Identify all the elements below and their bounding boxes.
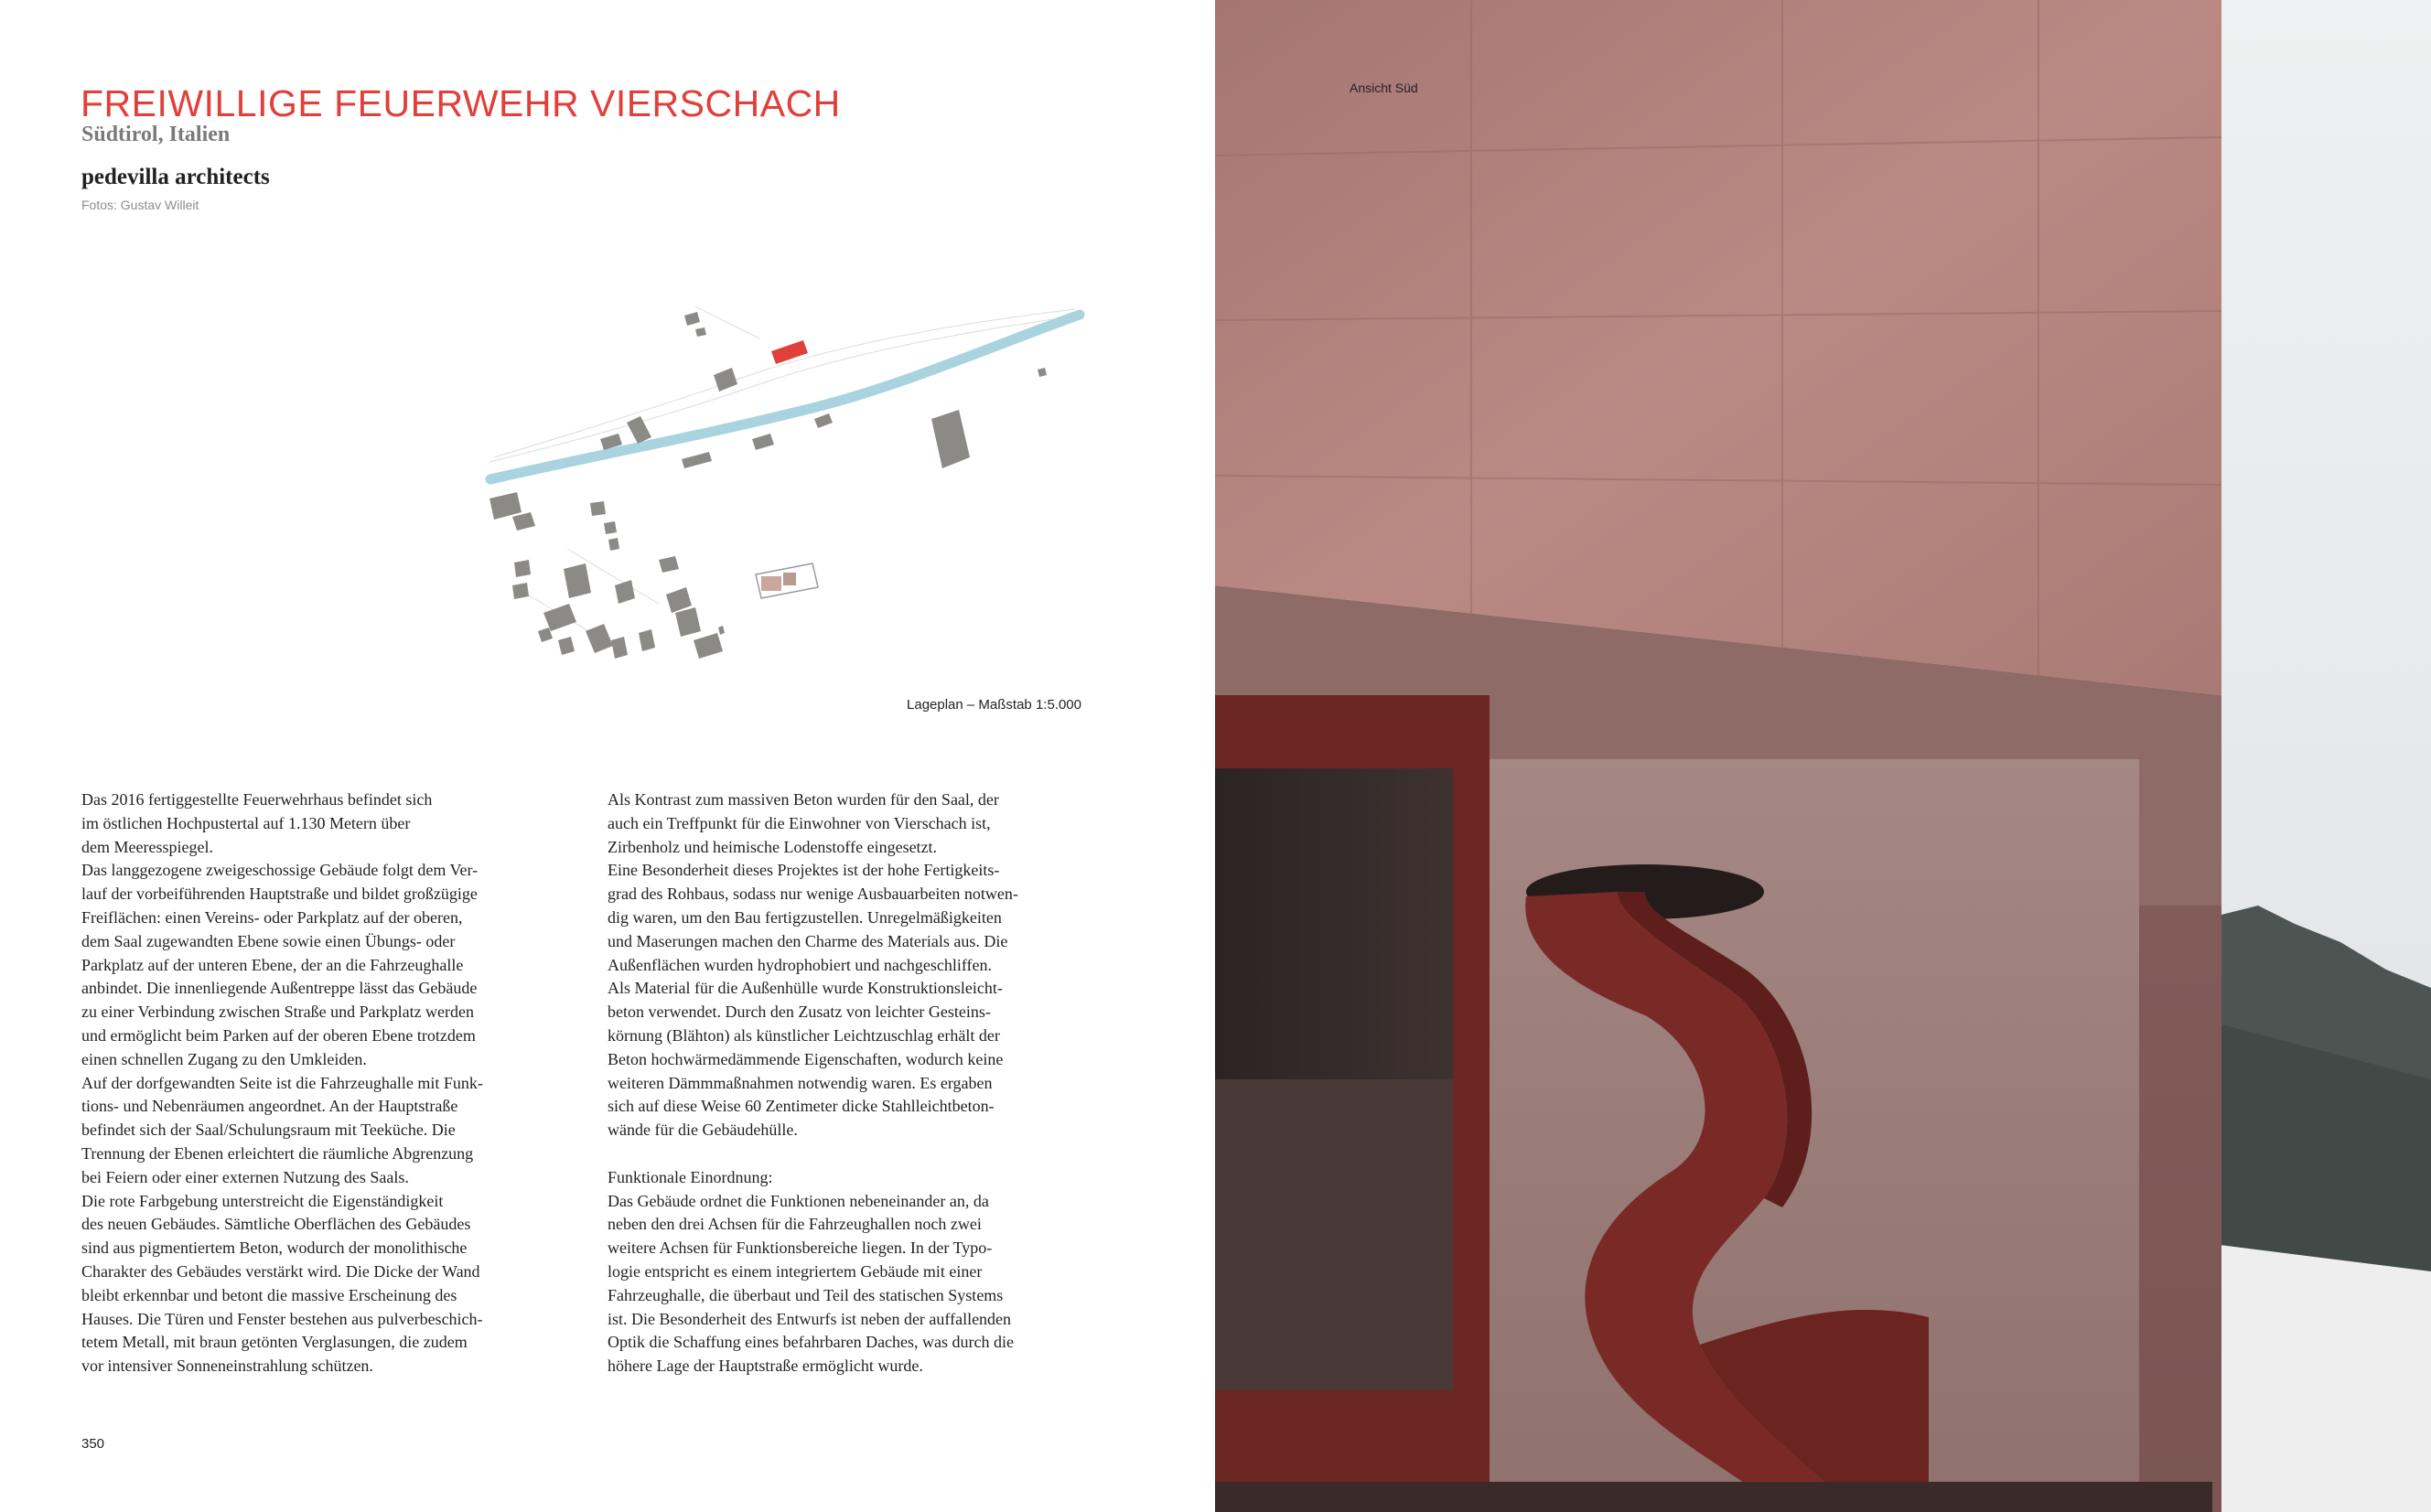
site-plan-river bbox=[490, 315, 1080, 479]
text-line: Charakter des Gebäudes verstärkt wird. Die Dicke der Wand bbox=[81, 1261, 480, 1281]
text-line: und Maserungen machen den Charme des Materials aus. Die bbox=[608, 931, 1008, 950]
text-line: zu einer Verbindung zwischen Straße und Parkplatz werden bbox=[81, 1003, 475, 1022]
text-line: einen schnellen Zugang zu den Umkleiden. bbox=[81, 1049, 367, 1068]
text-line: sind aus pigmentiertem Beton, wodurch der monolithische bbox=[81, 1239, 468, 1258]
text-line: Parkplatz auf der unteren Ebene, der an die Fahrzeughalle bbox=[81, 955, 464, 974]
left-page bbox=[0, 0, 1215, 1512]
photo-concrete-wall bbox=[1215, 0, 2221, 695]
project-location: Südtirol, Italien bbox=[81, 123, 231, 146]
text-line: weiteren Dämmmaßnahmen notwendig waren. Es ergaben bbox=[608, 1073, 993, 1092]
text-line: ist. Die Besonderheit des Entwurfs ist neben der auffallenden bbox=[608, 1309, 1012, 1328]
page-number: 350 bbox=[81, 1436, 105, 1452]
text-line: Das 2016 fertiggestellte Feuerwehrhaus befindet sich bbox=[81, 790, 433, 809]
text-line: Hauses. Die Türen und Fenster bestehen aus pulverbeschich- bbox=[81, 1309, 483, 1328]
text-line: dig waren, um den Bau fertigzustellen. Unregelmäßigkeiten bbox=[608, 907, 1002, 927]
right-page bbox=[1215, 0, 2431, 1512]
text-line: Beton hochwärmedämmende Eigenschaften, wodurch keine bbox=[608, 1049, 1004, 1068]
text-line: befindet sich der Saal/Schulungsraum mit Teeküche. Die bbox=[81, 1121, 456, 1140]
photo-snow bbox=[2212, 1244, 2431, 1512]
text-line: Als Material für die Außenhülle wurde Konstruktionsleicht- bbox=[608, 979, 1003, 998]
text-line: Die rote Farbgebung unterstreicht die Eigenständigkeit bbox=[81, 1191, 444, 1210]
text-line: Als Kontrast zum massiven Beton wurden für den Saal, der bbox=[608, 790, 999, 809]
text-line: Das langgezogene zweigeschossige Gebäude folgt dem Ver- bbox=[81, 861, 479, 880]
site-plan bbox=[485, 302, 1089, 677]
text-line: anbindet. Die innenliegende Außentreppe lässt das Gebäude bbox=[81, 979, 478, 998]
site-plan-fire-station bbox=[771, 340, 808, 364]
text-line: auch ein Treffpunkt für die Einwohner von Vierschach ist, bbox=[608, 813, 991, 832]
text-line: grad des Rohbaus, sodass nur wenige Ausbauarbeiten notwen- bbox=[608, 885, 1018, 904]
site-plan-project-outline bbox=[756, 563, 818, 598]
text-line: Trennung der Ebenen erleichtert die räumliche Abgrenzung bbox=[81, 1143, 474, 1163]
text-line: beton verwendet. Durch den Zusatz von leichter Gesteins- bbox=[608, 1003, 991, 1022]
text-line: bei Feiern oder einer externen Nutzung des Saals. bbox=[81, 1167, 409, 1186]
text-line: Funktionale Einordnung: bbox=[608, 1167, 773, 1186]
text-line: Zirbenholz und heimische Lodenstoffe eingesetzt. bbox=[608, 837, 938, 856]
building-photo bbox=[1215, 0, 2431, 1512]
text-line: bleibt erkennbar und betont die massive Erscheinung des bbox=[81, 1285, 457, 1304]
text-line: lauf der vorbeiführenden Hauptstraße und bildet großzügige bbox=[81, 885, 478, 904]
text-line: vor intensiver Sonneneinstrahlung schützen. bbox=[81, 1357, 373, 1376]
text-line: dem Meeresspiegel. bbox=[81, 837, 213, 856]
text-line: Auf der dorfgewandten Seite ist die Fahrzeughalle mit Funk- bbox=[81, 1073, 483, 1092]
text-line bbox=[608, 1142, 1092, 1166]
text-column-2 bbox=[608, 788, 1092, 1378]
project-title: FREIWILLIGE FEUERWEHR VIERSCHACH bbox=[81, 82, 841, 124]
text-line: wände für die Gebäudehülle. bbox=[608, 1121, 798, 1140]
text-line: Fahrzeughalle, die überbaut und Teil des statischen Systems bbox=[608, 1285, 1004, 1304]
text-line: neben den drei Achsen für die Fahrzeughallen noch zwei bbox=[608, 1215, 982, 1234]
architect-name: pedevilla architects bbox=[81, 165, 270, 189]
text-line: im östlichen Hochpustertal auf 1.130 Metern über bbox=[81, 813, 411, 832]
photo-caption: Ansicht Süd bbox=[1350, 80, 1418, 95]
text-line: höhere Lage der Hauptstraße ermöglicht wurde. bbox=[608, 1357, 923, 1376]
text-line: Freiflächen: einen Vereins- oder Parkplatz auf der oberen, bbox=[81, 907, 463, 927]
text-line: weitere Achsen für Funktionsbereiche liegen. In der Typo- bbox=[608, 1239, 993, 1258]
text-line: Optik die Schaffung eines befahrbaren Daches, was durch die bbox=[608, 1333, 1015, 1352]
text-column-1 bbox=[81, 788, 566, 1378]
text-line: und ermöglicht beim Parken auf der oberen Ebene trotzdem bbox=[81, 1025, 476, 1045]
text-line: Außenflächen wurden hydrophobiert und nachgeschliffen. bbox=[608, 955, 993, 974]
text-line: Das Gebäude ordnet die Funktionen nebeneinander an, da bbox=[608, 1191, 989, 1210]
text-line: körnung (Blähton) als künstlicher Leichtzuschlag erhält der bbox=[608, 1025, 1000, 1045]
text-line: tetem Metall, mit braun getönten Verglasungen, die zudem bbox=[81, 1333, 468, 1352]
text-line: tions- und Nebenräumen angeordnet. An der Hauptstraße bbox=[81, 1097, 458, 1116]
photo-window-reflection bbox=[1215, 1079, 1453, 1390]
photo-ground bbox=[1215, 1482, 2212, 1512]
text-line: dem Saal zugewandten Ebene sowie einen Übungs- oder bbox=[81, 931, 456, 950]
text-line: Eine Besonderheit dieses Projektes ist der hohe Fertigkeits- bbox=[608, 861, 1000, 880]
text-line: logie entspricht es einem integriertem Gebäude mit einer bbox=[608, 1261, 983, 1281]
text-line: sich auf diese Weise 60 Zentimeter dicke Stahlleichtbeton- bbox=[608, 1097, 995, 1116]
photo-credit: Fotos: Gustav Willeit bbox=[81, 198, 199, 212]
text-line: des neuen Gebäudes. Sämtliche Oberflächen des Gebäudes bbox=[81, 1215, 471, 1234]
site-plan-caption: Lageplan – Maßstab 1:5.000 bbox=[907, 697, 1081, 713]
